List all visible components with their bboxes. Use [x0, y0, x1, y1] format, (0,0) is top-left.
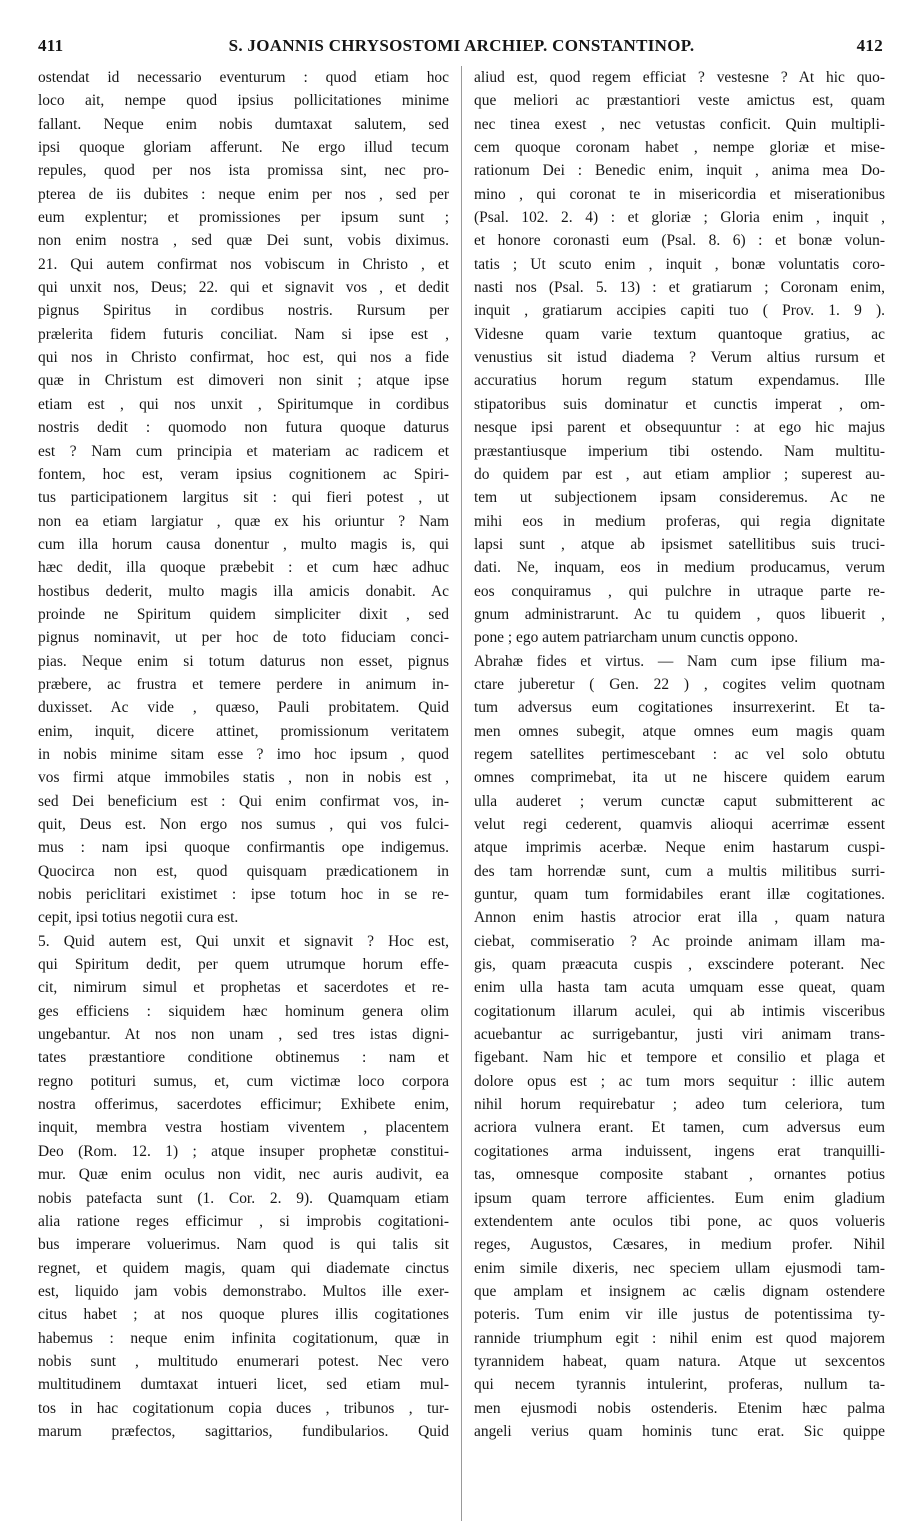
left-column-line: nobis periclitari existimet : ipse totum hoc in se re-: [38, 886, 449, 904]
right-column-line: (Psal. 102. 2. 4) : et gloriæ ; Gloria enim , inquit ,: [474, 209, 885, 227]
right-column-line: enim ulla hasta tam acuta umquam esse queat, quam: [474, 979, 885, 997]
left-column-line: ostendat id necessario eventurum : quod etiam hoc: [38, 69, 449, 86]
left-column-line: tus participationem largitus sit : qui fieri potest , ut: [38, 489, 449, 507]
right-column-line: figebant. Nam hic et tempore et consilio et plaga et: [474, 1049, 885, 1067]
right-column-line: ctare juberetur ( Gen. 22 ) , cogites velim quotnam: [474, 675, 885, 693]
right-column-line: nesque ipsi parent et obsequuntur : at ego hic majus: [474, 419, 885, 437]
left-column-line: quit, Deus est. Non ergo nos sumus , qui vos fulci-: [38, 816, 449, 833]
right-column-line: pone ; ego autem patriarcham unum cunctis oppono.: [474, 629, 799, 647]
right-column-line: gnum administrarunt. Ac tu quidem , quos libuerit ,: [474, 605, 885, 623]
left-column-line: est ? Nam cum principia et materiam ac radicem et: [38, 442, 449, 460]
right-column-line: lapsi sunt , atque ab ipsismet satellitibus suis truci-: [474, 535, 885, 553]
right-column-line: angeli verius quam hominis tunc erat. Sic quippe: [474, 1422, 885, 1440]
right-column-line: Annon enim hastis atrocior erat illa , quam natura: [474, 909, 885, 927]
left-column-line: 21. Qui autem confirmat nos vobiscum in Christo , et: [38, 255, 449, 273]
left-column-line: alia ratione reges efficimur , si improbis cogitationi-: [38, 1212, 449, 1230]
left-column-line: cepit, ipsi totius negotii cura est.: [38, 909, 239, 927]
right-column-line: poteris. Tum enim vir ille justus de potentissima ty-: [474, 1306, 885, 1324]
right-column-line: gis, quam præacuta cuspis , exscindere poterant. Nec: [474, 956, 885, 974]
right-column-line: do quidem par est , aut etiam amplior ; superest au-: [474, 465, 885, 483]
right-column-line: dolore opus est ; ac tum mors sequitur : illic autem: [474, 1072, 885, 1090]
left-column-line: duxisset. Ac vide , quæso, Pauli probitatem. Quid: [38, 699, 449, 717]
right-column-line: que amplam et insignem ac cælis dignam ostendere: [474, 1282, 885, 1300]
right-column-line: men ejusmodi nobis ostenderis. Etenim hæc palma: [474, 1399, 885, 1417]
left-column-line: prælerita fidem futuris conciliat. Nam si ipse est ,: [38, 325, 449, 343]
running-title: S. JOANNIS CHRYSOSTOMI ARCHIEP. CONSTANTINOP.: [228, 36, 695, 55]
left-column-line: est, liquido jam vobis demonstrabo. Multos ille exer-: [38, 1282, 449, 1300]
left-column: [38, 66, 449, 1528]
left-column-line: cit, nimirum simul et prophetas et sacerdotes et re-: [38, 979, 449, 997]
right-column-line: extendentem ante oculos tibi pone, ac quos volueris: [474, 1212, 885, 1230]
right-column-line: que meliori ac præstantiori veste amictus est, quam: [474, 92, 885, 110]
right-column-line: stipatoribus suis dominatur et cunctis imperat , om-: [474, 395, 885, 413]
left-column-line: Deo (Rom. 12. 1) ; atque insuper prophetæ constitui-: [38, 1142, 449, 1160]
left-column-line: qui unxit nos, Deus; 22. qui et signavit vos , et dedit: [38, 279, 449, 297]
left-column-line: fontem, hoc est, veram ipsius cognitionem ac Spiri-: [38, 465, 449, 483]
left-column-line: qui nos in Christo confirmat, hoc est, qui nos a fide: [38, 349, 449, 367]
left-column-line: hæc dedit, illa quoque præbebit : et cum hæc adhuc: [38, 559, 449, 577]
left-column-line: ges efficiens : siquidem hæc hominum genera olim: [38, 1002, 449, 1020]
left-column-line: repules, quod per nos ista promissa sint, nec pro-: [38, 162, 449, 180]
left-column-line: sed Dei beneficium est : Qui enim confirmat vos, in-: [38, 792, 449, 810]
left-column-line: pignus nominavit, ut per hoc de toto fiduciam conci-: [38, 629, 449, 647]
right-column-line: inquit , gratiarum accipies capiti tuo ( Prov. 1. 9 ).: [474, 302, 885, 320]
left-column-line: ungebantur. At nos non unam , sed tres istas digni-: [38, 1026, 449, 1044]
left-column-line: nostra offerimus, sacerdotes efficimur; Exhibete enim,: [38, 1096, 449, 1114]
page-number-right: 412: [856, 36, 883, 55]
right-column-line: accuratius horum regum statum expendamus. Ille: [474, 372, 885, 390]
left-column-line: nostris dedit : quomodo non futura quoque daturus: [38, 419, 449, 437]
right-column-line: ulla auderet ; verum cunctæ caput submitterent ac: [474, 792, 885, 810]
right-column-line: tum adversus eum cogitationes insurrexerint. Et ta-: [474, 699, 885, 717]
right-column-line: tatis ; Ut scuto enim , inquit , bonæ voluntatis coro-: [474, 255, 885, 273]
left-column-line: pias. Neque enim si totum daturus non esset, pignus: [38, 652, 449, 670]
left-column-line: enim, inquit, dicere attinet, promissionum veritatem: [38, 722, 449, 740]
right-column-line: men omnes subegit, atque omnes eum magis quam: [474, 722, 885, 740]
right-column-line: ipsum quam terrore afficientes. Eum enim gladium: [474, 1189, 885, 1207]
right-column-line: dati. Ne, inquam, eos in medium producamus, verum: [474, 559, 885, 577]
right-column-line: tem ut subjectionem ipsam consideremus. Ac ne: [474, 489, 885, 507]
right-column: [474, 66, 885, 1528]
left-column-line: cum illa horum causa donentur , multo magis is, qui: [38, 535, 449, 553]
left-column-line: præbere, ac frustra et temere perdere in animum in-: [38, 675, 449, 693]
right-column-line: nec tinea exest , nec vetustas conficit. Quin multipli-: [474, 115, 885, 133]
right-column-line: nihil horum requirebatur ; adeo tum celeriora, tum: [474, 1096, 885, 1114]
right-column-line: enim simile dixeris, nec speciem ullam ejusmodi tam-: [474, 1259, 885, 1277]
left-column-line: bus imperare voluerimus. Nam quod is qui talis sit: [38, 1236, 449, 1254]
left-column-line: mus : nam ipsi quoque confirmantis ope indigemus.: [38, 839, 449, 857]
left-column-line: Quocirca non est, quod quisquam prædicationem in: [38, 862, 449, 880]
right-column-line: tyrannidem habeat, quam natura. Atque ut sexcentos: [474, 1352, 885, 1370]
right-column-line: præstantiusque imperium tibi ostendo. Nam multitu-: [474, 442, 885, 460]
left-column-line: 5. Quid autem est, Qui unxit et signavit ? Hoc est,: [38, 932, 449, 950]
running-header: [30, 36, 893, 66]
left-column-line: citus habet ; at nos quoque plures illis cogitationes: [38, 1306, 449, 1324]
right-column-line: mihi eos in medium proferas, qui regia dignitate: [474, 512, 885, 530]
right-column-line: velut regi cederent, quamvis alioqui acerrimæ essent: [474, 816, 885, 833]
left-column-line: pterea de iis dubites : neque enim per nos , sed per: [38, 185, 449, 203]
left-column-line: marum præfectos, sagittarios, fundibularios. Quid: [38, 1422, 449, 1440]
left-column-line: proinde ne Spiritum quidem simpliciter dixit , sed: [38, 605, 449, 623]
left-column-line: non ea etiam largiatur , quæ ex his oriuntur ? Nam: [38, 512, 449, 530]
left-column-line: nobis patefacta sunt (1. Cor. 2. 9). Quamquam etiam: [38, 1189, 449, 1207]
right-column-line: venustius sit istud diadema ? Verum altius rursum et: [474, 349, 885, 367]
left-column-line: tates præstantiore conditione obtinemus : nam et: [38, 1049, 449, 1067]
right-column-line: Abrahæ fides et virtus. — Nam cum ipse filium ma-: [474, 652, 885, 670]
left-column-line: vos firmi atque immobiles statis , non in nobis est ,: [38, 769, 449, 787]
right-column-line: reges, Augustos, Cæsares, in medium profer. Nihil: [474, 1236, 885, 1254]
left-column-line: pignus Spiritus in cordibus nostris. Rursum per: [38, 302, 449, 320]
left-column-line: non enim nostra , sed quæ Dei sunt, vobis diximus.: [38, 232, 449, 250]
left-column-line: qui Spiritum dedit, per quem utrumque horum effe-: [38, 956, 449, 974]
right-column-line: acriora vulnera erant. Et tamen, cum adversus eum: [474, 1119, 885, 1137]
left-column-line: regnet, et quidem magis, quam qui diademate cinctus: [38, 1259, 449, 1277]
left-column-line: mur. Quæ enim oculus non vidit, nec auris audivit, ea: [38, 1166, 449, 1184]
right-column-line: omnes comprimebat, ita ut ne hiscere quidem earum: [474, 769, 885, 787]
right-column-line: qui necem tyrannis intulerint, proferas, nullum ta-: [474, 1376, 885, 1394]
left-column-line: eum explentur; et promissiones per ipsum sunt ;: [38, 209, 449, 227]
right-column-line: et honore coronasti eum (Psal. 8. 6) : et bonæ volun-: [474, 232, 885, 250]
right-column-line: des tam horrendæ sunt, cum a multis militibus surri-: [474, 862, 885, 880]
left-column-line: ipsi quoque gloriam afferunt. Ne ergo illud tecum: [38, 139, 449, 157]
left-column-line: fallant. Neque enim nobis dumtaxat salutem, sed: [38, 115, 449, 133]
right-column-line: tas, omnesque composite stabant , ornantes potius: [474, 1166, 885, 1184]
right-column-line: ciebat, commiseratio ? Ac proinde animam illam ma-: [474, 932, 885, 950]
left-column-line: in nobis minime sitam esse ? imo hoc ipsum , quod: [38, 745, 449, 763]
left-column-line: regno potituri sumus, et, cum victimæ loco corpora: [38, 1072, 449, 1090]
left-column-line: multitudinem dumtaxat intueri licet, sed etiam mul-: [38, 1376, 449, 1394]
right-column-line: guntur, quam tum formidabiles erant illæ cogitationes.: [474, 886, 885, 904]
right-column-line: aliud est, quod regem efficiat ? vestesne ? At hic quo-: [474, 69, 885, 86]
right-column-line: Videsne quam varie textum quantoque gratius, ac: [474, 325, 885, 343]
left-column-line: tos in hac cogitationum copia duces , tribunos , tur-: [38, 1399, 449, 1417]
right-column-line: mino , qui coronat te in misericordia et miserationibus: [474, 185, 885, 203]
left-column-line: hostibus dederit, multo magis illa amicis donabit. Ac: [38, 582, 449, 600]
right-column-line: cem quoque coronam habet , nempe gloriæ et mise-: [474, 139, 885, 157]
left-column-line: quæ in Christum est dimoveri non sinit ; atque ipse: [38, 372, 449, 390]
left-column-line: etiam est , qui nos unxit , Spiritumque in cordibus: [38, 395, 449, 413]
right-column-line: cogitationum illarum aculei, qui ab intimis visceribus: [474, 1002, 885, 1020]
left-column-line: habemus : neque enim infinita cogitationum, quæ in: [38, 1329, 449, 1347]
right-column-line: rationum Dei : Benedic enim, inquit , anima mea Do-: [474, 162, 885, 180]
right-column-line: acuebantur ac surrigebantur, justi viri animam trans-: [474, 1026, 885, 1044]
right-column-line: atque imprimis acerbæ. Neque enim hastarum cuspi-: [474, 839, 885, 857]
right-column-line: eos conquiramus , qui pulchre in utraque parte re-: [474, 582, 885, 600]
left-column-line: loco ait, nempe quod ipsius pollicitationes minime: [38, 92, 449, 110]
left-column-line: nobis sunt , multitudo enumerari potest. Nec vero: [38, 1352, 449, 1370]
right-column-line: regem satellites pertimescebant : ac vel solo obtutu: [474, 745, 885, 763]
left-column-line: inquit, membra vestra hostiam viventem , placentem: [38, 1119, 449, 1137]
right-column-line: cogitationes arma induissent, ingens erat tranquilli-: [474, 1142, 885, 1160]
page-number-left: 411: [38, 36, 64, 55]
right-column-line: rannide triumphum egit : nihil enim est quod majorem: [474, 1329, 885, 1347]
right-column-line: nasti nos (Psal. 5. 13) : et gratiarum ; Coronam enim,: [474, 279, 885, 297]
column-divider: [461, 66, 462, 1521]
